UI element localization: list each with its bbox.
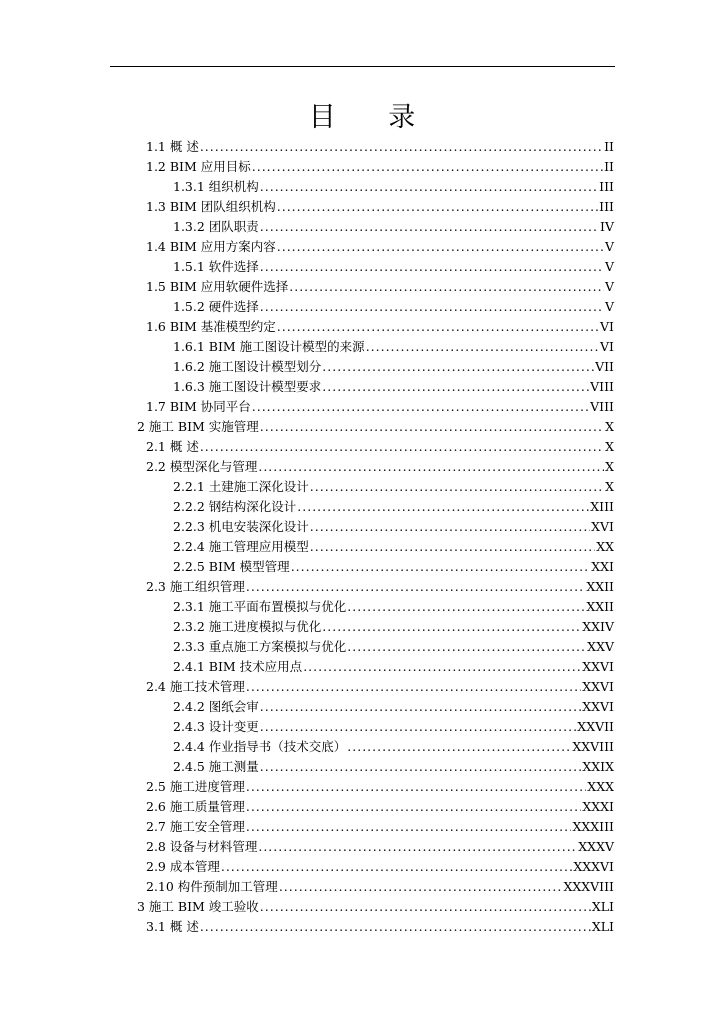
- toc-entry-label: 2.2.2 钢结构深化设计: [173, 499, 297, 514]
- toc-entry-page-number: XXXIII: [572, 819, 614, 834]
- toc-entry-label: 1.6 BIM 基准模型约定: [146, 319, 276, 334]
- toc-entry-label: 1.2 BIM 应用目标: [146, 159, 251, 174]
- toc-entry[interactable]: [173, 517, 614, 537]
- toc-dot-leader: [277, 197, 598, 217]
- toc-dot-leader: [221, 857, 572, 877]
- toc-entry-page-number: VIII: [590, 399, 614, 414]
- toc-entry[interactable]: [137, 417, 614, 437]
- toc-entry[interactable]: [146, 397, 614, 417]
- toc-dot-leader: [322, 617, 581, 637]
- toc-dot-leader: [277, 317, 599, 337]
- toc-dot-leader: [366, 337, 599, 357]
- toc-dot-leader: [260, 177, 598, 197]
- toc-entry-label: 2.4.1 BIM 技术应用点: [173, 659, 303, 674]
- toc-entry-page-number: XXXI: [582, 799, 614, 814]
- toc-entry[interactable]: [146, 437, 614, 457]
- toc-dot-leader: [260, 217, 599, 237]
- toc-dot-leader: [246, 677, 581, 697]
- toc-entry[interactable]: [173, 477, 614, 497]
- toc-entry[interactable]: [146, 857, 614, 877]
- toc-entry[interactable]: [146, 677, 614, 697]
- toc-entry-page-number: XXXV: [578, 839, 614, 854]
- toc-entry-label: 1.5 BIM 应用软硬件选择: [146, 279, 289, 294]
- toc-dot-leader: [246, 577, 585, 597]
- toc-entry-label: 1.6.3 施工图设计模型要求: [173, 379, 322, 394]
- toc-entry-label: 1.3.1 组织机构: [173, 179, 259, 194]
- toc-entry-label: 1.5.1 软件选择: [173, 259, 259, 274]
- toc-entry-label: 2.2.3 机电安装深化设计: [173, 519, 309, 534]
- toc-entry[interactable]: [173, 537, 614, 557]
- toc-entry-page-number: V: [604, 239, 614, 254]
- toc-entry-label: 1.3.2 团队职责: [173, 219, 259, 234]
- toc-dot-leader: [289, 277, 604, 297]
- toc-entry-label: 2.4 施工技术管理: [146, 679, 245, 694]
- toc-entry-page-number: IV: [600, 219, 614, 234]
- toc-entry[interactable]: [146, 577, 614, 597]
- toc-entry-page-number: III: [599, 199, 614, 214]
- toc-entry[interactable]: [146, 837, 614, 857]
- toc-entry[interactable]: [173, 357, 614, 377]
- toc-dot-leader: [277, 237, 604, 257]
- toc-entry-label: 2.2.5 BIM 模型管理: [173, 559, 290, 574]
- toc-entry-label: 1.4 BIM 应用方案内容: [146, 239, 276, 254]
- toc-entry[interactable]: [173, 377, 614, 397]
- toc-entry-label: 1.6.1 BIM 施工图设计模型的来源: [173, 339, 365, 354]
- toc-dot-leader: [260, 297, 604, 317]
- toc-entry-label: 2.4.4 作业指导书（技术交底）: [173, 739, 347, 754]
- toc-dot-leader: [260, 417, 604, 437]
- toc-entry[interactable]: [173, 177, 614, 197]
- toc-entry-page-number: XX: [596, 539, 614, 554]
- toc-entry-label: 1.7 BIM 协同平台: [146, 399, 251, 414]
- toc-entry-label: 3.1 概 述: [146, 919, 199, 934]
- toc-entry-label: 2.10 构件预制加工管理: [146, 879, 278, 894]
- toc-dot-leader: [260, 697, 581, 717]
- toc-entry[interactable]: [173, 297, 614, 317]
- toc-entry[interactable]: [173, 657, 614, 677]
- toc-entry-page-number: VIII: [590, 379, 614, 394]
- toc-entry[interactable]: [173, 697, 614, 717]
- toc-dot-leader: [246, 777, 586, 797]
- toc-entry-page-number: V: [604, 259, 614, 274]
- toc-entry[interactable]: [146, 777, 614, 797]
- toc-entry-label: 2.3 施工组织管理: [146, 579, 245, 594]
- toc-entry[interactable]: [137, 897, 614, 917]
- toc-entry[interactable]: [146, 917, 614, 937]
- toc-entry-page-number: XXIV: [582, 619, 614, 634]
- page-title: 目 录: [308, 102, 438, 133]
- toc-dot-leader: [260, 717, 577, 737]
- toc-dot-leader: [246, 797, 582, 817]
- toc-entry-page-number: XXVI: [582, 679, 614, 694]
- toc-entry-page-number: V: [604, 279, 614, 294]
- toc-entry-label: 2.7 施工安全管理: [146, 819, 245, 834]
- toc-entry-label: 1.3 BIM 团队组织机构: [146, 199, 276, 214]
- toc-entry-page-number: VI: [600, 339, 614, 354]
- toc-entry[interactable]: [173, 497, 614, 517]
- toc-dot-leader: [260, 257, 604, 277]
- toc-entry-page-number: X: [605, 459, 614, 474]
- toc-entry-label: 2.2 模型深化与管理: [146, 459, 258, 474]
- toc-entry[interactable]: [173, 257, 614, 277]
- toc-dot-leader: [291, 557, 591, 577]
- toc-entry[interactable]: [146, 197, 614, 217]
- toc-entry-label: 2.9 成本管理: [146, 859, 220, 874]
- toc-entry-label: 2.2.4 施工管理应用模型: [173, 539, 309, 554]
- toc-dot-leader: [303, 657, 581, 677]
- toc-entry-page-number: X: [605, 479, 614, 494]
- toc-entry[interactable]: [146, 137, 614, 157]
- toc-entry[interactable]: [173, 637, 614, 657]
- toc-entry-label: 2.4.2 图纸会审: [173, 699, 259, 714]
- toc-entry[interactable]: [146, 237, 614, 257]
- toc-entry-label: 2.2.1 土建施工深化设计: [173, 479, 309, 494]
- toc-entry-page-number: X: [605, 439, 614, 454]
- toc-entry-label: 2.8 设备与材料管理: [146, 839, 258, 854]
- toc-entry-label: 2.4.3 设计变更: [173, 719, 259, 734]
- toc-dot-leader: [297, 497, 589, 517]
- toc-entry[interactable]: [146, 817, 614, 837]
- toc-entry-label: 2.3.1 施工平面布置模拟与优化: [173, 599, 347, 614]
- toc-entry[interactable]: [146, 317, 614, 337]
- toc-dot-leader: [258, 837, 577, 857]
- toc-dot-leader: [279, 877, 563, 897]
- toc-dot-leader: [310, 477, 604, 497]
- toc-dot-leader: [310, 517, 590, 537]
- toc-dot-leader: [252, 397, 589, 417]
- toc-entry[interactable]: [146, 277, 614, 297]
- toc-dot-leader: [252, 157, 603, 177]
- toc-entry-page-number: VII: [595, 359, 614, 374]
- toc-entry[interactable]: [146, 877, 614, 897]
- toc-entry-page-number: XXX: [587, 779, 614, 794]
- toc-dot-leader: [310, 537, 595, 557]
- toc-entry-page-number: XLI: [591, 919, 614, 934]
- toc-entry-page-number: XVI: [591, 519, 614, 534]
- toc-entry[interactable]: [173, 717, 614, 737]
- toc-entry-page-number: II: [604, 159, 614, 174]
- toc-entry-label: 2.5 施工进度管理: [146, 779, 245, 794]
- toc-entry-label: 2.3.3 重点施工方案模拟与优化: [173, 639, 347, 654]
- toc-dot-leader: [347, 597, 585, 617]
- toc-entry[interactable]: [173, 617, 614, 637]
- toc-dot-leader: [200, 917, 591, 937]
- header-rule: [110, 66, 615, 67]
- toc-entry-page-number: XXV: [587, 639, 614, 654]
- toc-dot-leader: [258, 457, 604, 477]
- toc-entry-page-number: XXXVI: [573, 859, 614, 874]
- toc-dot-leader: [200, 137, 603, 157]
- toc-entry-page-number: XXIX: [582, 759, 614, 774]
- toc-entry-page-number: XIII: [590, 499, 614, 514]
- toc-entry-label: 2 施工 BIM 实施管理: [137, 419, 259, 434]
- toc-dot-leader: [322, 377, 589, 397]
- toc-entry[interactable]: [146, 797, 614, 817]
- toc-dot-leader: [200, 437, 604, 457]
- toc-entry-page-number: XXXVIII: [563, 879, 614, 894]
- toc-entry-page-number: X: [605, 419, 614, 434]
- toc-entry-page-number: XXII: [586, 579, 614, 594]
- toc-entry-page-number: V: [604, 299, 614, 314]
- toc-dot-leader: [347, 737, 571, 757]
- toc-entry[interactable]: [173, 557, 614, 577]
- toc-entry-page-number: XXII: [586, 599, 614, 614]
- toc-entry-label: 2.3.2 施工进度模拟与优化: [173, 619, 322, 634]
- toc-dot-leader: [322, 357, 594, 377]
- toc-dot-leader: [347, 637, 586, 657]
- toc-entry[interactable]: [173, 757, 614, 777]
- toc-entry-label: 1.1 概 述: [146, 139, 199, 154]
- toc-dot-leader: [260, 897, 591, 917]
- toc-entry-label: 2.6 施工质量管理: [146, 799, 245, 814]
- toc-entry[interactable]: [146, 457, 614, 477]
- toc-entry-page-number: XXVIII: [572, 739, 614, 754]
- toc-entry-label: 3 施工 BIM 竣工验收: [137, 899, 259, 914]
- toc-dot-leader: [260, 757, 582, 777]
- toc-entry-label: 2.1 概 述: [146, 439, 199, 454]
- toc-entry-page-number: XLI: [591, 899, 614, 914]
- toc-entry-label: 2.4.5 施工测量: [173, 759, 259, 774]
- toc-dot-leader: [246, 817, 572, 837]
- toc-entry-page-number: XXVI: [582, 699, 614, 714]
- toc-entry[interactable]: [173, 337, 614, 357]
- toc-entry[interactable]: [146, 157, 614, 177]
- toc-entry-page-number: XXVII: [577, 719, 614, 734]
- toc-entry[interactable]: [173, 217, 614, 237]
- toc-entry-page-number: III: [599, 179, 614, 194]
- toc-entry[interactable]: [173, 597, 614, 617]
- toc-entry-page-number: VI: [600, 319, 614, 334]
- toc-entry-page-number: XXVI: [582, 659, 614, 674]
- toc-entry-label: 1.5.2 硬件选择: [173, 299, 259, 314]
- toc-entry-label: 1.6.2 施工图设计模型划分: [173, 359, 322, 374]
- toc-entry[interactable]: [173, 737, 614, 757]
- toc-entry-page-number: XXI: [591, 559, 614, 574]
- toc-entry-page-number: II: [604, 139, 614, 154]
